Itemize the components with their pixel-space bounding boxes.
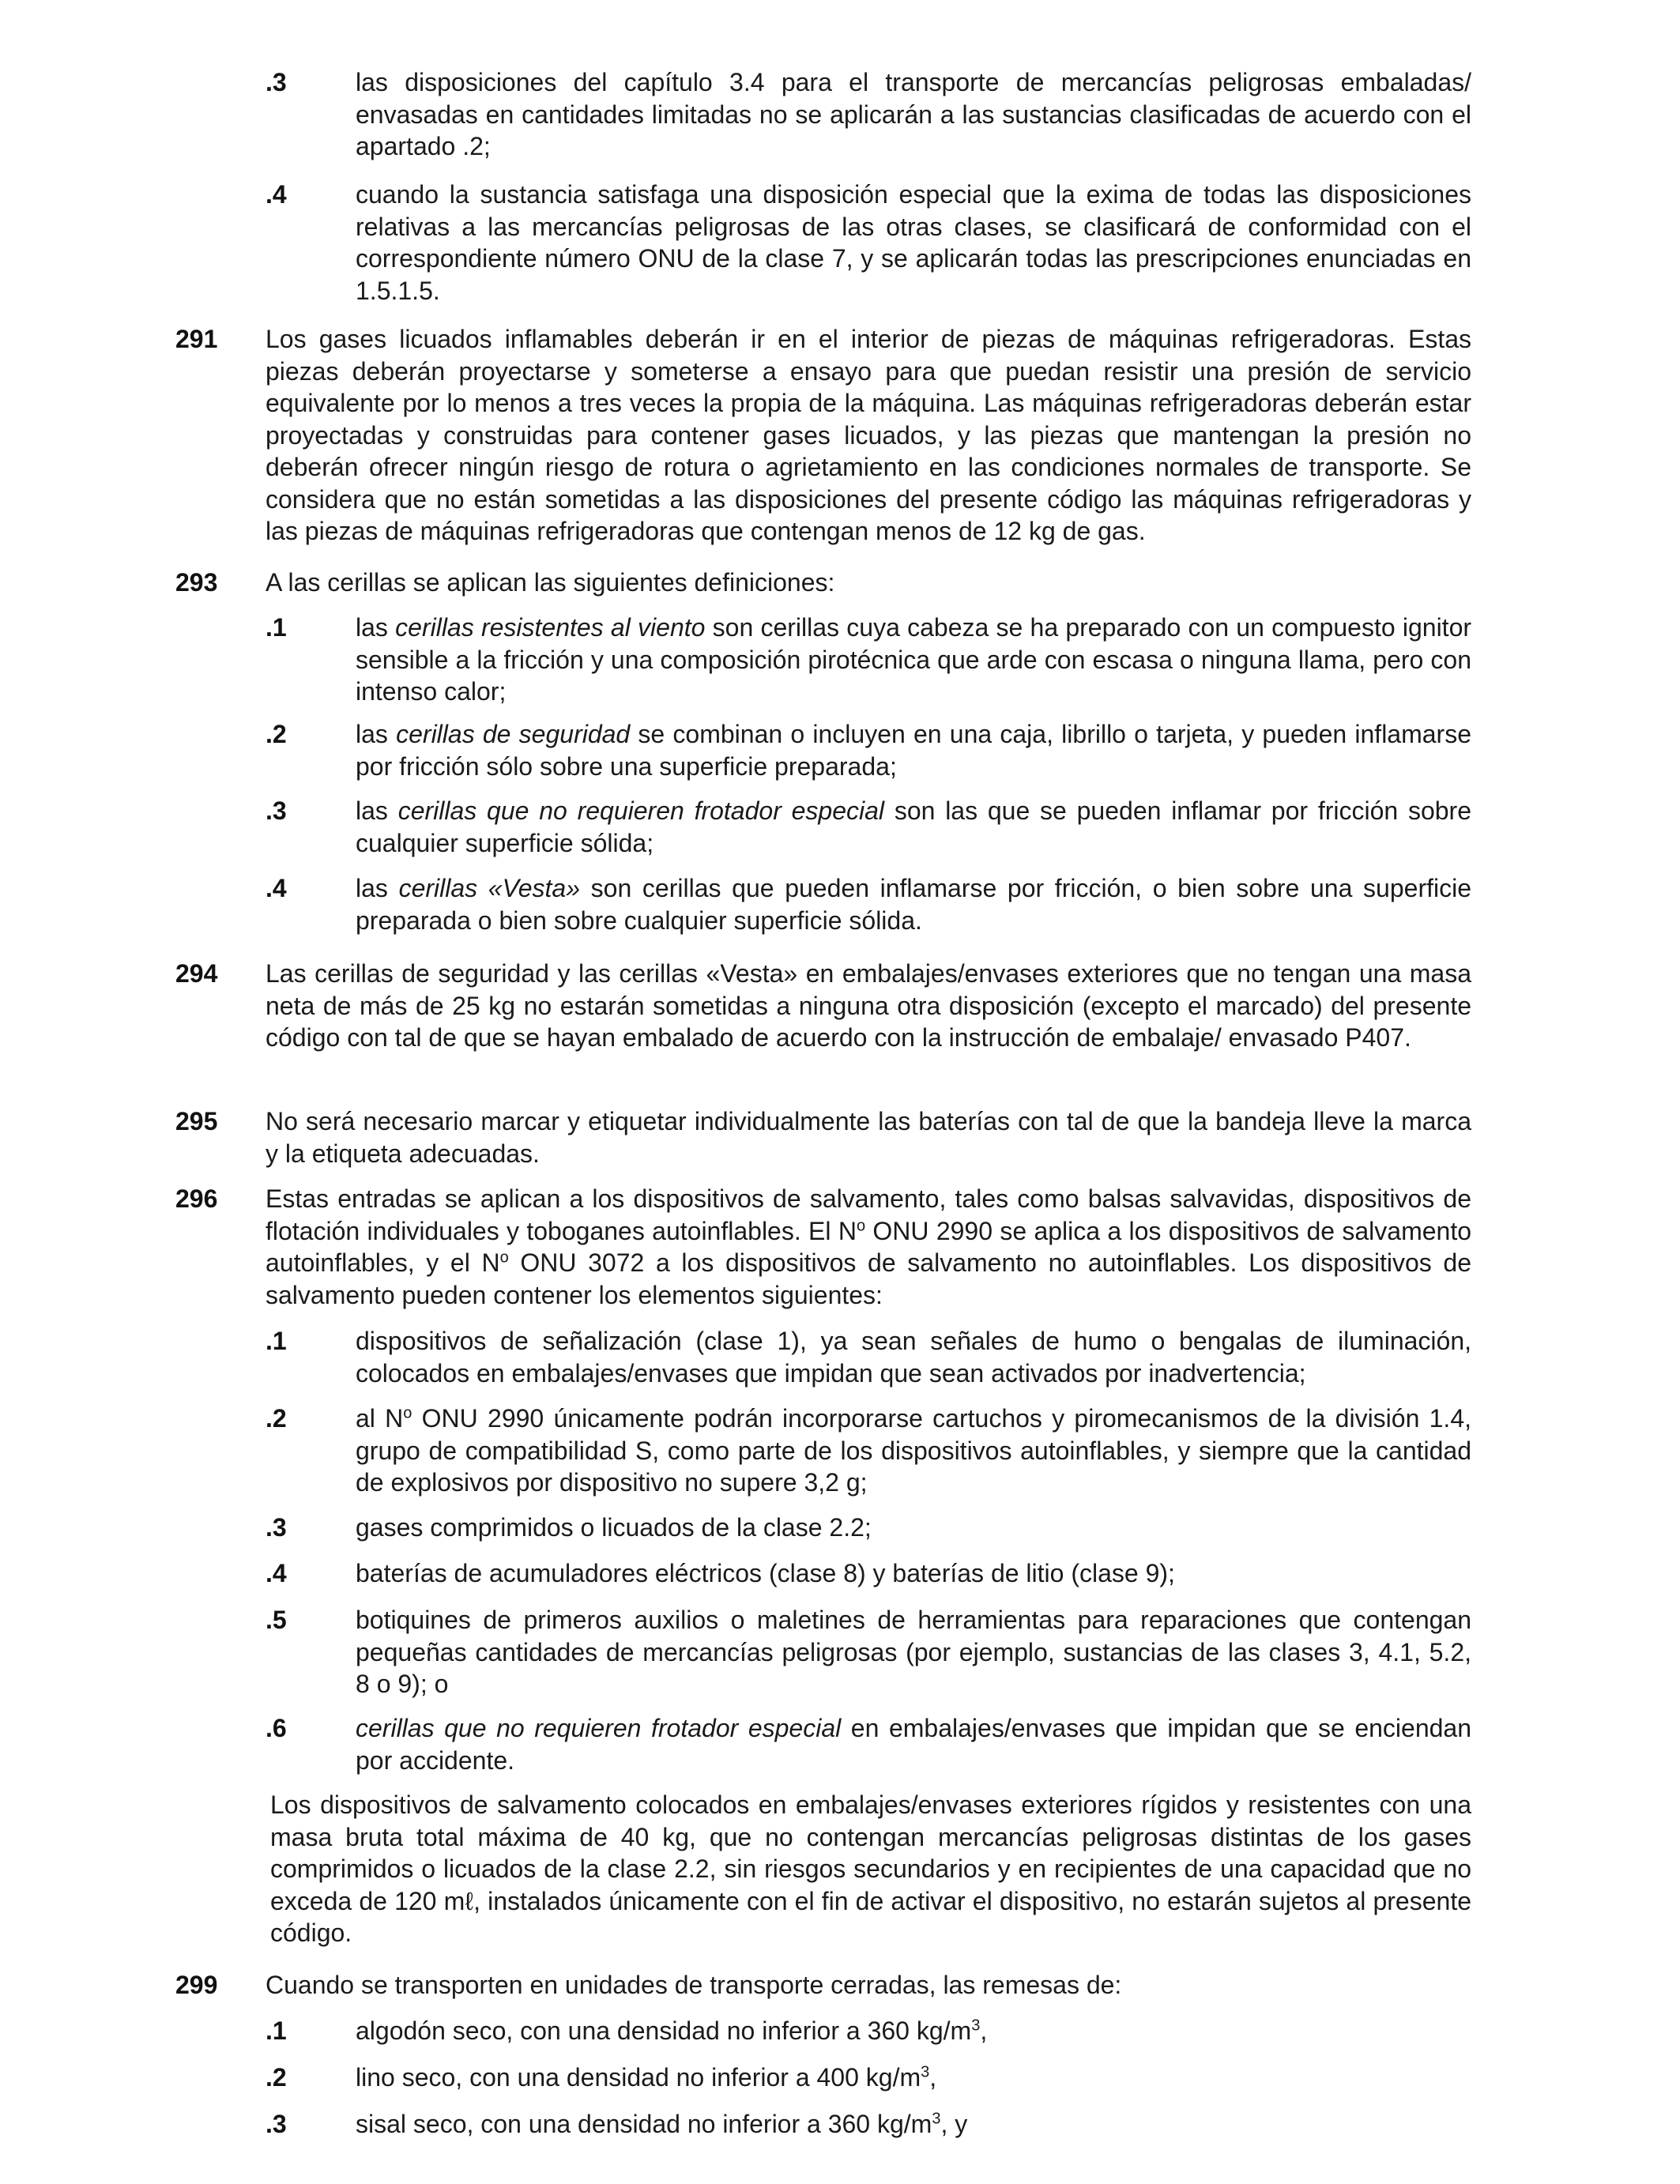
provision-number: 295	[175, 1107, 218, 1135]
list-item	[266, 1557, 1471, 1590]
defined-term: cerillas que no requieren frotador especial	[356, 1714, 842, 1742]
closing-paragraph: Los dispositivos de salvamento colocados en embalajes/envases exteriores rígidos y resistentes con una masa bruta total máxima de 40 kg, que no contengan mercancías peligrosas distintas de los gases comprimidos o licuados de la clase 2.2, sin riesgos secundarios y en recipientes de una capacidad que no exceda de 120 mℓ, instalados únicamente con el fin de activar el dispositivo, no estarán sujetos al presente código.	[270, 1791, 1471, 1947]
item-number: .3	[266, 2110, 287, 2138]
item-text: cuando la sustancia satisfaga una disposición especial que la exima de todas las disposiciones relativas a las mercancías peligrosas de las otras clases, se clasificará de conformidad con el correspondiente número ONU de la clase 7, y se aplicarán todas las prescripciones enunciadas en 1.5.1.5.	[356, 180, 1471, 305]
provision-294	[175, 958, 1471, 1054]
list-item	[266, 1325, 1471, 1389]
item-text: algodón seco, con una densidad no inferior a 360 $kg/m^3$,	[356, 2016, 988, 2045]
list-item	[266, 1604, 1471, 1700]
item-text: las cerillas resistentes al viento son cerillas cuya cabeza se ha preparado con un compuesto ignitor sensible a la fricción y una composición pirotécnica que arde con escasa o ninguna llama, pero con intenso calor;	[356, 613, 1472, 706]
list-item	[266, 179, 1471, 307]
provision-text: Cuando se transporten en unidades de transporte cerradas, las remesas de:	[266, 1971, 1122, 1999]
provision-text: A las cerillas se aplican las siguientes definiciones:	[266, 568, 835, 597]
list-item	[266, 2108, 1471, 2141]
item-text: las cerillas «Vesta» son cerillas que pueden inflamarse por fricción, o bien sobre una superficie preparada o bien sobre cualquier superficie sólida.	[356, 874, 1472, 935]
definition-item	[266, 612, 1471, 708]
defined-term: cerillas resistentes al viento	[395, 613, 706, 642]
definition-item	[266, 795, 1471, 859]
item-text: gases comprimidos o licuados de la clase 2.2;	[356, 1513, 872, 1542]
provision-text: Las cerillas de seguridad y las cerillas «Vesta» en embalajes/envases exteriores que no tengan una masa neta de más de 25 kg no estarán sometidas a ninguna otra disposición (excepto el marcado) del presente código con tal de que se hayan embalado de acuerdo con la instrucción de embalaje/ envasado P407.	[266, 959, 1471, 1052]
item-number: .3	[266, 796, 287, 825]
list-item	[266, 1712, 1471, 1776]
provision-291	[175, 323, 1471, 548]
item-number: .3	[266, 68, 287, 96]
defined-term: cerillas que no requieren frotador especial	[397, 796, 885, 825]
provision-text: No será necesario marcar y etiquetar individualmente las baterías con tal de que la bandeja lleve la marca y la etiqueta adecuadas.	[266, 1107, 1471, 1168]
item-text: al $N^o$ ONU 2990 únicamente podrán incorporarse cartuchos y piromecanismos de la división 1.4, grupo de compatibilidad S, como parte de los dispositivos autoinflables, y siempre que la cantidad de explosivos por dispositivo no supere 3,2 g;	[356, 1404, 1472, 1497]
defined-term: cerillas «Vesta»	[398, 874, 581, 902]
item-number: .6	[266, 1714, 287, 1742]
item-number: .3	[266, 1513, 287, 1542]
item-number: .2	[266, 720, 287, 748]
definition-item	[266, 872, 1471, 936]
definition-item	[266, 718, 1471, 782]
item-text: dispositivos de señalización (clase 1), ya sean señales de humo o bengalas de iluminación, colocados en embalajes/envases que impidan que sean activados por inadvertencia;	[356, 1327, 1471, 1388]
provision-299	[175, 1969, 1471, 2001]
list-item	[266, 2062, 1471, 2094]
item-number: .2	[266, 1404, 287, 1433]
list-item	[266, 66, 1471, 163]
list-item	[266, 1512, 1471, 1544]
item-number: .4	[266, 180, 287, 209]
provision-295	[175, 1105, 1471, 1169]
item-text: botiquines de primeros auxilios o maletines de herramientas para reparaciones que contengan pequeñas cantidades de mercancías peligrosas (por ejemplo, sustancias de las clases 3, 4.1, 5.2, 8 o 9); o	[356, 1606, 1471, 1698]
item-text: lino seco, con una densidad no inferior a 400 $kg/m^3$,	[356, 2063, 937, 2092]
item-text: sisal seco, con una densidad no inferior a 360 $kg/m^3$, y	[356, 2110, 968, 2138]
provision-text: Los gases licuados inflamables deberán ir en el interior de piezas de máquinas refrigeradoras. Estas piezas deberán proyectarse y someterse a ensayo para que puedan resistir una presión de servicio equivalente por lo menos a tres veces la propia de la máquina. Las máquinas refrigeradoras deberán estar proyectadas y construidas para contener gases licuados, y las piezas que mantengan la presión no deberán ofrecer ningún riesgo de rotura o agrietamiento en las condiciones normales de transporte. Se considera que no están sometidas a las disposiciones del presente código las máquinas refrigeradoras y las piezas de máquinas refrigeradoras que contengan menos de 12 kg de gas.	[266, 325, 1471, 545]
item-number: .5	[266, 1606, 287, 1634]
provision-number: 296	[175, 1184, 218, 1213]
item-number: .1	[266, 2016, 287, 2045]
list-item	[266, 2015, 1471, 2047]
provision-text: Estas entradas se aplican a los dispositivos de salvamento, tales como balsas salvavidas, dispositivos de flotación individuales y toboganes autoinflables. El $N^o$ ONU 2990 se aplica a los dispositivos de salvamento autoinflables, y el $N^o$ ONU 3072 a los dispositivos de salvamento no autoinflables. Los dispositivos de salvamento pueden contener los elementos siguientes:	[266, 1184, 1472, 1309]
item-number: .1	[266, 1327, 287, 1355]
item-number: .4	[266, 874, 287, 902]
item-text: las disposiciones del capítulo 3.4 para el transporte de mercancías peligrosas embaladas/ envasadas en cantidades limitadas no se aplicarán a las sustancias clasificadas de acuerdo con el apartado .2;	[356, 68, 1471, 160]
item-number: .4	[266, 1559, 287, 1587]
provision-number: 299	[175, 1971, 218, 1999]
provision-number: 293	[175, 568, 218, 597]
item-text: baterías de acumuladores eléctricos (clase 8) y baterías de litio (clase 9);	[356, 1559, 1175, 1587]
defined-term: cerillas de seguridad	[396, 720, 631, 748]
list-item	[266, 1403, 1471, 1499]
item-text: las cerillas que no requieren frotador especial son las que se pueden inflamar por fricción sobre cualquier superficie sólida;	[356, 796, 1472, 857]
item-text: cerillas que no requieren frotador especial en embalajes/envases que impidan que se enciendan por accidente.	[356, 1714, 1472, 1775]
provision-293	[175, 567, 1471, 599]
item-number: .1	[266, 613, 287, 642]
item-text: las cerillas de seguridad se combinan o incluyen en una caja, librillo o tarjeta, y pueden inflamarse por fricción sólo sobre una superficie preparada;	[356, 720, 1472, 781]
item-number: .2	[266, 2063, 287, 2092]
provision-number: 291	[175, 325, 218, 353]
provision-296	[175, 1183, 1471, 1311]
provision-number: 294	[175, 959, 218, 988]
